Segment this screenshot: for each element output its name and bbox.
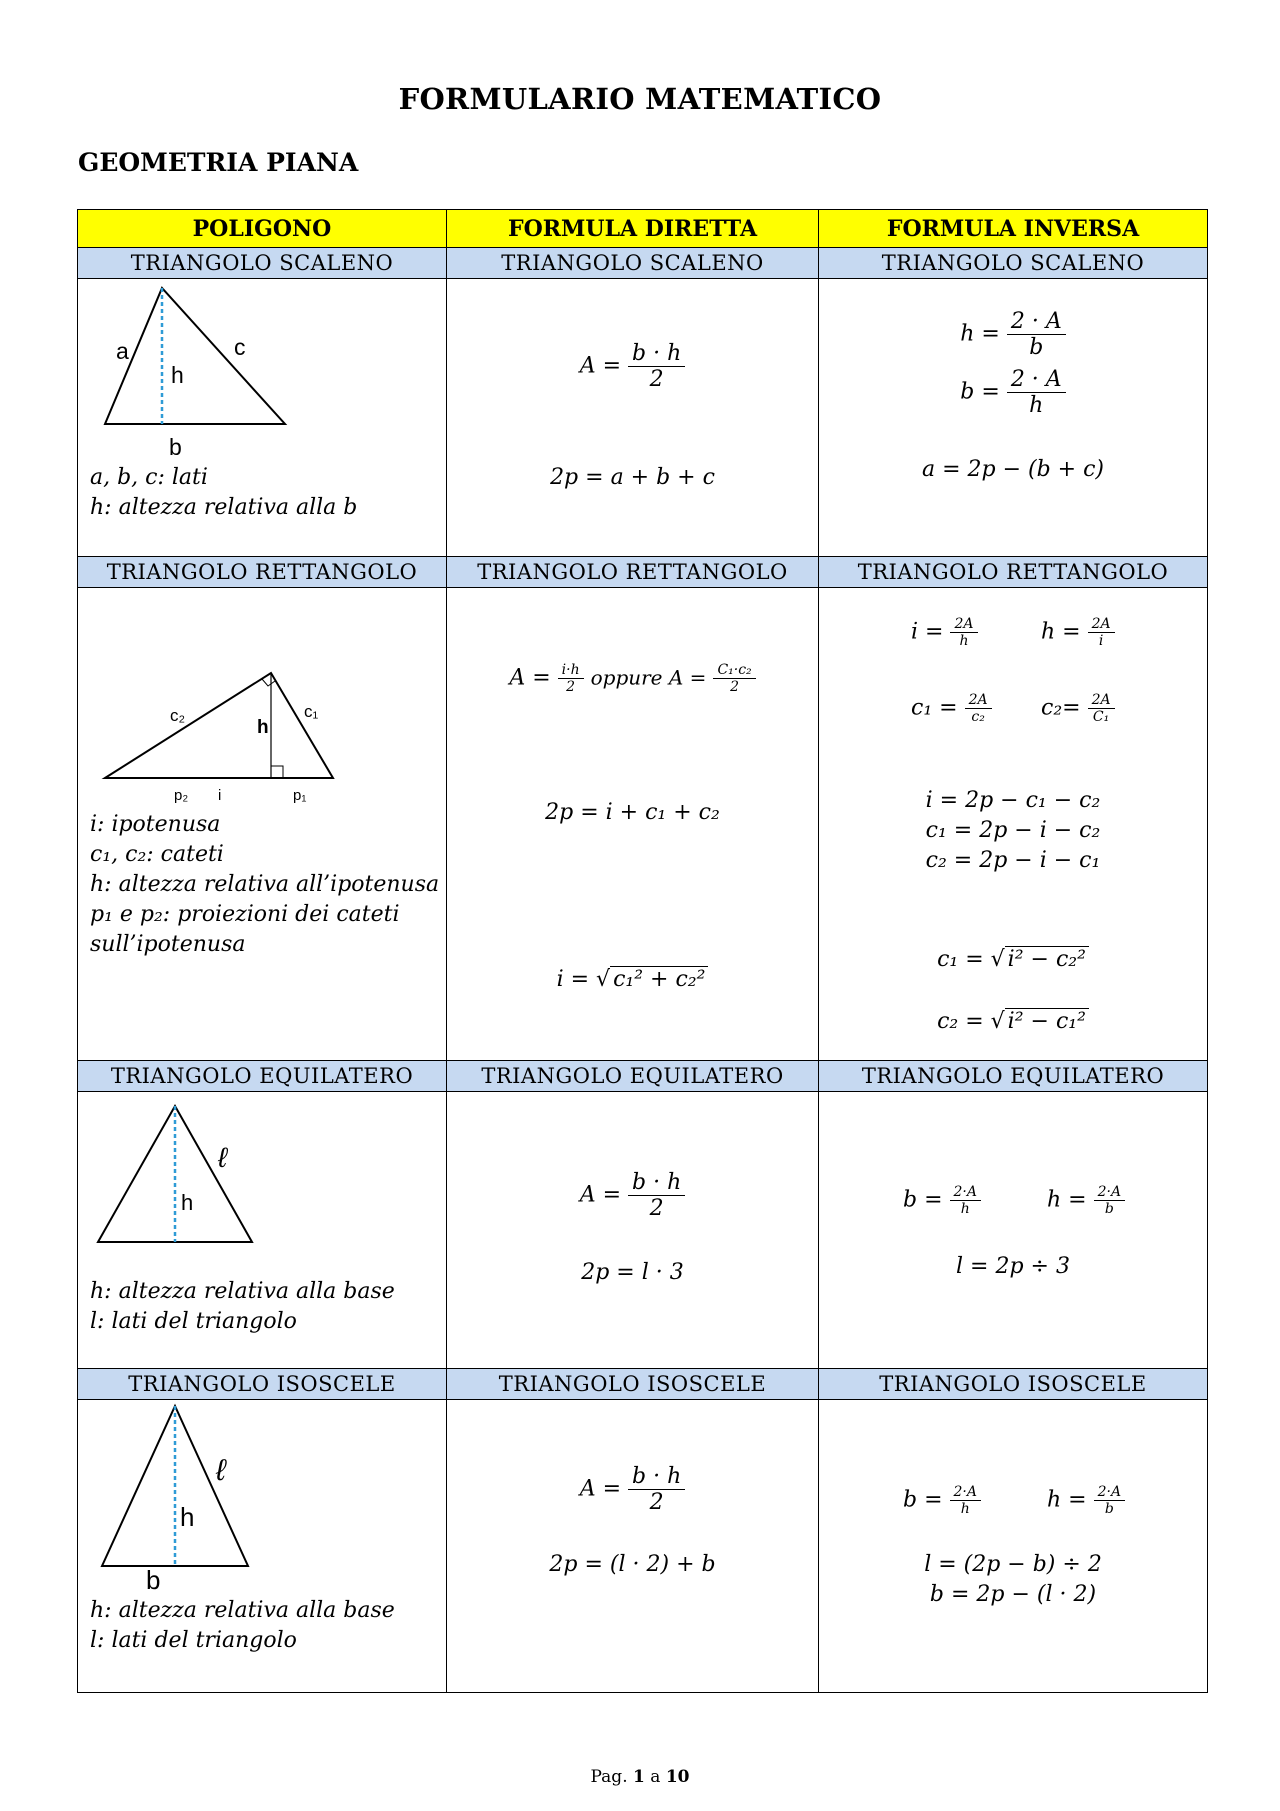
shape-name: TRIANGOLO EQUILATERO <box>447 1061 819 1092</box>
shape-name: TRIANGOLO SCALENO <box>447 248 819 279</box>
caption <box>90 463 357 523</box>
perimeter-formula: 2p = a + b + c <box>550 465 715 490</box>
label-b: b <box>146 1565 161 1590</box>
perimeter-formula: 2p = i + c₁ + c₂ <box>545 800 720 825</box>
caption-line: sull’ipotenusa <box>90 932 246 957</box>
row-name-rettangolo <box>78 557 1208 588</box>
height-inverse: h = $\frac{2A}{i}$ <box>1041 616 1115 649</box>
caption-line: p₁ e p₂: proiezioni dei cateti <box>90 902 400 927</box>
hypotenuse-inverse: i = $\frac{2A}{h}$ <box>911 616 978 649</box>
height-inverse: h = $\frac{2\cdot A}{b}$ <box>1047 1484 1125 1517</box>
row-scaleno <box>78 279 1208 557</box>
polygon-cell <box>78 1092 447 1369</box>
shape-name: TRIANGOLO RETTANGOLO <box>819 557 1208 588</box>
area-formula: A = $\frac{b \cdot h}{2}$ <box>447 1170 818 1221</box>
side-inverse: l = 2p ÷ 3 <box>956 1254 1070 1279</box>
hypotenuse-formula: i = √ c₁² + c₂² <box>447 966 818 992</box>
row-name-equilatero <box>78 1061 1208 1092</box>
caption-line: h: altezza relativa alla base <box>90 1279 395 1304</box>
label-h: h <box>180 1502 195 1532</box>
shape-name: TRIANGOLO EQUILATERO <box>819 1061 1208 1092</box>
label-h: h <box>181 1190 194 1215</box>
height-inverse: h = $\frac{2\cdot A}{b}$ <box>1047 1184 1125 1217</box>
row-name-isoscele <box>78 1369 1208 1400</box>
caption-line: c₁, c₂: cateti <box>90 842 224 867</box>
caption-line: h: altezza relativa alla base <box>90 1598 395 1623</box>
direct-formula-cell <box>447 1400 819 1693</box>
page-footer: Pag. 1 a 10 <box>590 1767 690 1787</box>
base-inverse: b = $\frac{2\cdot A}{h}$ <box>903 1184 981 1217</box>
label-l: ℓ <box>216 1454 226 1487</box>
label-c1: c₁ <box>304 702 319 721</box>
shape-name: TRIANGOLO ISOSCELE <box>819 1369 1208 1400</box>
area-formula: A = $\frac{i\cdot h}{2}$ oppure A = $\frac{\text{C₁·c₂}}{2}$ <box>447 662 818 695</box>
label-c2: c₂ <box>170 706 186 725</box>
row-rettangolo <box>78 588 1208 1061</box>
label-h: h <box>257 717 269 738</box>
caption-line: i: ipotenusa <box>90 812 221 837</box>
cathetus2-inverse: c₂= $\frac{2A}{\text{C₁}}$ <box>1041 692 1115 725</box>
perimeter-formula: 2p = (l · 2) + b <box>549 1552 716 1577</box>
pythagoras-c1: c₁ = √ i² − c₂² <box>819 946 1207 972</box>
label-p1: p₁ <box>293 787 307 804</box>
label-l: ℓ <box>218 1142 228 1173</box>
direct-formula-cell <box>447 1092 819 1369</box>
area-formula: A = $\frac{b \cdot h}{2}$ <box>447 341 818 392</box>
isosceles-triangle-figure <box>78 1400 447 1590</box>
header-direct-formula: FORMULA DIRETTA <box>447 210 819 248</box>
caption-line: l: lati del triangolo <box>90 1309 297 1334</box>
perimeter-formula: 2p = l · 3 <box>581 1260 684 1285</box>
right-triangle-figure <box>78 588 447 818</box>
caption-line: h: altezza relativa all’ipotenusa <box>90 872 440 897</box>
inverse-formula-cell <box>819 1092 1208 1369</box>
row-isoscele <box>78 1400 1208 1693</box>
label-a: a <box>116 338 129 364</box>
base-formula: b = $\frac{2 \cdot A}{h}$ <box>819 367 1207 418</box>
row-equilatero <box>78 1092 1208 1369</box>
label-h: h <box>171 362 184 388</box>
area-formula: A = $\frac{b \cdot h}{2}$ <box>447 1464 818 1515</box>
formula-table <box>77 209 1208 1693</box>
label-b: b <box>169 434 182 459</box>
polygon-cell <box>78 279 447 557</box>
label-c: c <box>234 334 246 360</box>
inverse-formula-cell <box>819 588 1208 1061</box>
caption-line: h: altezza relativa alla b <box>90 495 358 520</box>
scalene-triangle-figure <box>78 279 447 459</box>
shape-name: TRIANGOLO SCALENO <box>78 248 447 279</box>
height-formula: h = $\frac{2 \cdot A}{b}$ <box>819 309 1207 360</box>
polygon-cell <box>78 588 447 1061</box>
equilateral-triangle-figure <box>78 1092 447 1252</box>
caption <box>90 1277 395 1337</box>
polygon-cell <box>78 1400 447 1693</box>
direct-formula-cell <box>447 279 819 557</box>
shape-name: TRIANGOLO ISOSCELE <box>447 1369 819 1400</box>
shape-name: TRIANGOLO RETTANGOLO <box>78 557 447 588</box>
inverse-formula-cell <box>819 1400 1208 1693</box>
caption <box>90 1596 395 1656</box>
caption <box>90 810 439 960</box>
table-header-row <box>78 210 1208 248</box>
page-title: FORMULARIO MATEMATICO <box>398 82 882 116</box>
inverse-formula-cell <box>819 279 1208 557</box>
label-p2: p₂ <box>174 787 189 804</box>
direct-formula-cell <box>447 588 819 1061</box>
shape-name: TRIANGOLO ISOSCELE <box>78 1369 447 1400</box>
side-formula: a = 2p − (b + c) <box>921 457 1105 482</box>
shape-name: TRIANGOLO SCALENO <box>819 248 1208 279</box>
perimeter-inverse: i = 2p − c₁ − c₂ c₁ = 2p − i − c₂ c₂ = 2p − i − c₁ <box>925 788 1101 873</box>
header-inverse-formula: FORMULA INVERSA <box>819 210 1208 248</box>
side-base-inverse: l = (2p − b) ÷ 2 b = 2p − (l · 2) <box>924 1552 1102 1607</box>
caption-line: a, b, c: lati <box>90 465 208 490</box>
section-title: GEOMETRIA PIANA <box>78 148 359 177</box>
shape-name: TRIANGOLO RETTANGOLO <box>447 557 819 588</box>
cathetus1-inverse: c₁ = $\frac{2A}{\text{c₂}}$ <box>911 692 992 725</box>
pythagoras-c2: c₂ = √ i² − c₁² <box>819 1008 1207 1034</box>
row-name-scaleno <box>78 248 1208 279</box>
shape-name: TRIANGOLO EQUILATERO <box>78 1061 447 1092</box>
header-polygon: POLIGONO <box>78 210 447 248</box>
base-inverse: b = $\frac{2\cdot A}{h}$ <box>903 1484 981 1517</box>
caption-line: l: lati del triangolo <box>90 1628 297 1653</box>
label-i: i <box>218 787 222 804</box>
